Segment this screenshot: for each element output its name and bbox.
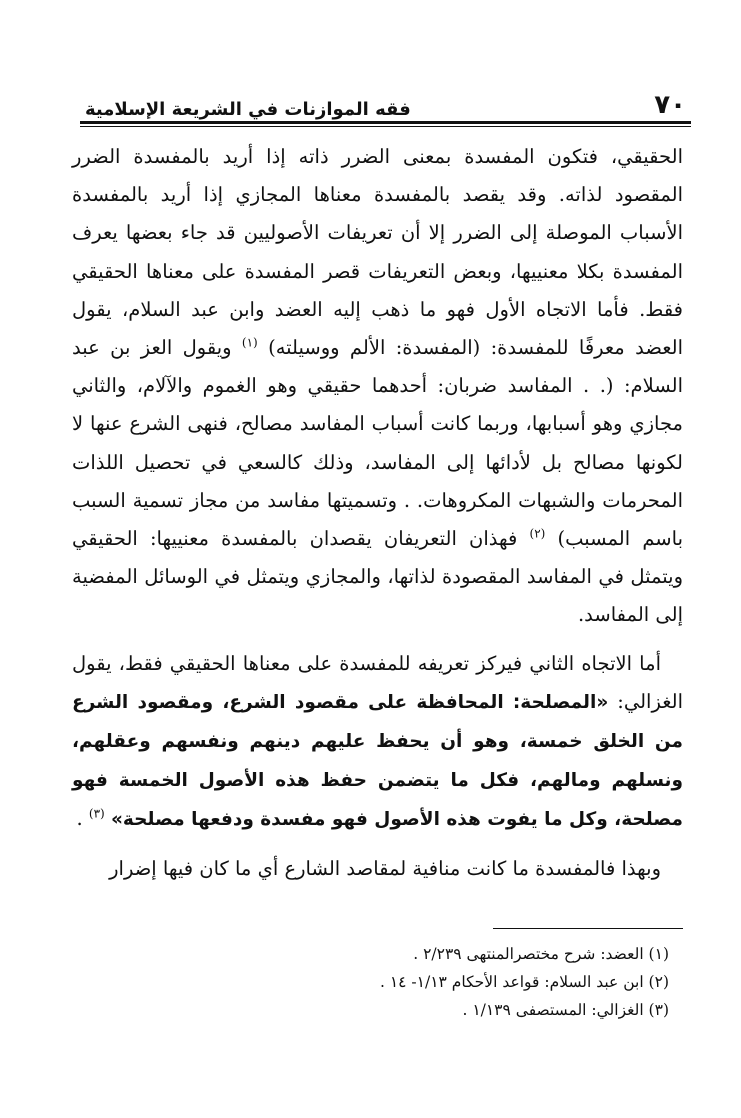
header-rule bbox=[80, 121, 691, 127]
footnote-2: (٢) ابن عبد السلام: قواعد الأحكام ١/١٣- ١٤ . bbox=[379, 973, 669, 991]
paragraph-2 bbox=[72, 645, 683, 840]
footnote-3: (٣) الغزالي: المستصفى ١/١٣٩ . bbox=[462, 1001, 669, 1019]
paragraph-1c-text: فهذان التعريفان يقصدان بالمفسدة معنييها: الحقيقي ويتمثل في المفاسد المقصودة لذاتها، والمجازي ويتمثل في الوسائل المفضية إلى المفاسد. bbox=[72, 527, 683, 627]
paragraph-2-end: . bbox=[76, 807, 83, 831]
footnote-ref-1: (١) bbox=[241, 335, 258, 350]
paragraph-3 bbox=[72, 850, 683, 888]
ghazali-quote: «المصلحة: المحافظة على مقصود الشرع، ومقصود الشرع من الخلق خمسة، وهو أن يحفظ عليهم دينهم ونفسهم وعقلهم، ونسلهم ومالهم، فكل ما يتضمن حفظ هذه الأصول الخمسة فهو مصلحة، وكل ما يفوت هذه الأصول فهو مفسدة ودفعها مصلحة» bbox=[72, 691, 683, 831]
running-header bbox=[85, 84, 686, 120]
footnote-rule bbox=[493, 928, 683, 929]
main-text bbox=[72, 138, 683, 888]
footnote-ref-2: (٢) bbox=[529, 526, 546, 541]
footnote-ref-3: (٣) bbox=[88, 806, 105, 821]
paragraph-1 bbox=[72, 138, 683, 635]
paragraph-2-intro: أما الاتجاه الثاني فيركز تعريفه للمفسدة على معناها الحقيقي فقط، يقول الغزالي: bbox=[72, 651, 683, 713]
footnotes bbox=[72, 940, 669, 1024]
paragraph-3-text: وبهذا فالمفسدة ما كانت منافية لمقاصد الشارع أي ما كان فيها إضرار bbox=[109, 856, 661, 880]
book-title: فقه الموازنات في الشريعة الإسلامية bbox=[85, 99, 411, 120]
paragraph-1b-text: ويقول العز بن عبد السلام: (. . المفاسد ضربان: أحدهما حقيقي وهو الغموم والآلام، والثاني مجازي وهو أسبابها، وربما كانت أسباب المفاسد مصالح، فنهى الشرع عنها لا لكونها مصالح بل لأدائها إلى المفاسد، وذلك كالسعي في تحصيل اللذات المحرمات والشبهات المكروهات. . وتسميتها مفاسد من مجاز تسمية السبب باسم المسبب) bbox=[72, 336, 684, 551]
paragraph-1-text: الحقيقي، فتكون المفسدة بمعنى الضرر ذاته إذا أريد بالمفسدة الضرر المقصود لذاته. وقد يقصد بالمفسدة معناها المجازي إذا أريد بالمفسدة الأسباب الموصلة إلى الضرر إلا أن تعريفات الأصوليين قد جاء بعضها يعرف المفسدة بكلا معنييها، وبعض التعريفات قصر المفسدة على معناها الحقيقي فقط. فأما الاتجاه الأول فهو ما ذهب إليه العضد وابن عبد السلام، يقول العضد معرفًا للمفسدة: (المفسدة: الألم ووسيلته) bbox=[72, 145, 684, 360]
page-number: ٧٠ bbox=[654, 90, 686, 120]
footnote-1: (١) العضد: شرح مختصرالمنتهى ٢/٢٣٩ . bbox=[413, 945, 669, 963]
